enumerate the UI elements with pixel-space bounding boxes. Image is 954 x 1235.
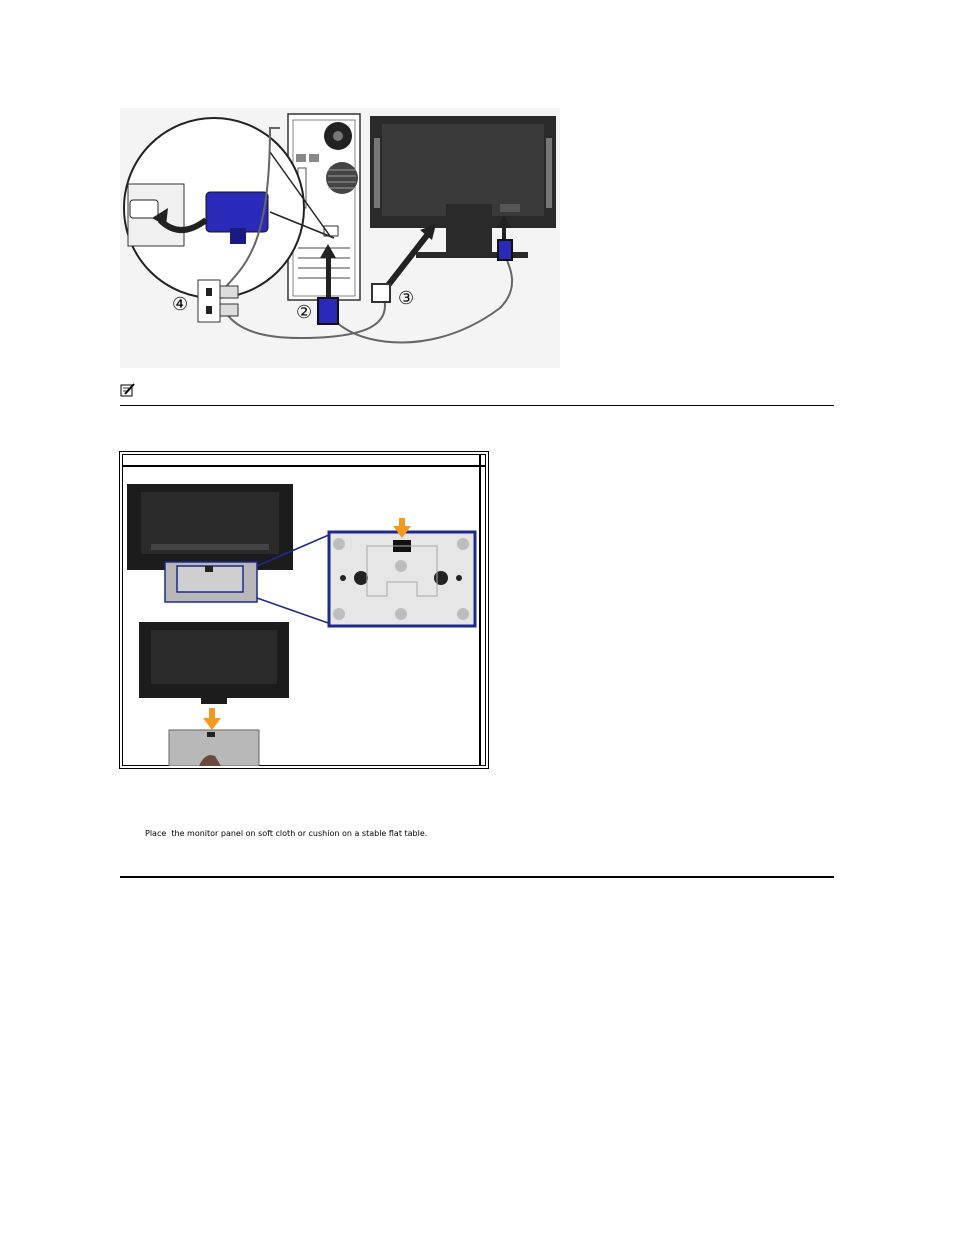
cable-connection-illustration xyxy=(120,108,560,368)
figure-header-cell xyxy=(122,454,480,466)
release-button-zoom xyxy=(329,518,475,626)
monitor-stand-detached xyxy=(139,622,289,766)
figure-header-side-cell xyxy=(480,454,486,466)
monitor-with-stand-top xyxy=(127,484,293,602)
pencil-note-icon xyxy=(120,383,136,397)
section-divider xyxy=(120,405,834,406)
callout-3: ③ xyxy=(398,288,415,309)
callout-2: ② xyxy=(296,302,313,323)
callout-4: ④ xyxy=(172,294,189,315)
stand-removal-illustration xyxy=(121,466,479,766)
section-divider-bottom xyxy=(120,876,834,878)
figure-body-side-cell xyxy=(480,466,486,766)
instruction-step-text: Place the monitor panel on soft cloth or cushion on a stable flat table. xyxy=(145,829,428,838)
